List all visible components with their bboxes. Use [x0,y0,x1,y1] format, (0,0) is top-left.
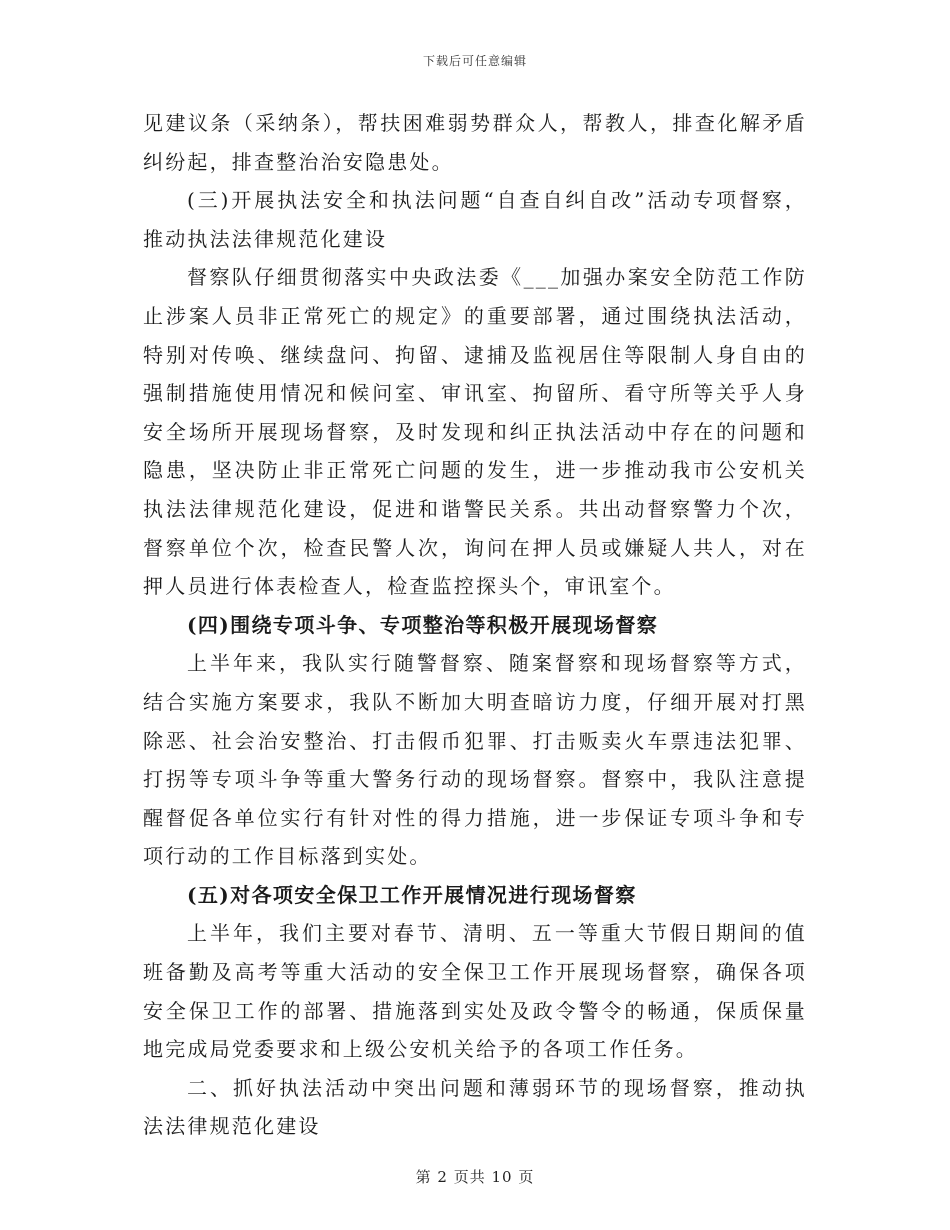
page-number: 第 2 页共 10 页 [415,1168,535,1186]
section-heading-3: (三)开展执法安全和执法问题“自查自纠自改”活动专项督察，推动执法法律规范化建设 [143,188,807,251]
document-body [143,104,807,1146]
paragraph-section-3: 督察队仔细贯彻落实中央政法委《___加强办案安全防范工作防止涉案人员非正常死亡的规定》的重要部署，通过围绕执法活动，特别对传唤、继续盘问、拘留、逮捕及监视居住等限制人身自由的强制措施使用情况和候问室、审讯室、拘留所、看守所等关乎人身安全场所开展现场督察，及时发现和纠正执法活动中存在的问题和隐患，坚决防止非正常死亡问题的发生，进一步推动我市公安机关执法法律规范化建设，促进和谐警民关系。共出动督察警力个次，督察单位个次，检查民警人次，询问在押人员或嫌疑人共人，对在押人员进行体表检查人，检查监控探头个，审讯室个。 [143,265,807,599]
page-header: 下载后可任意编辑 [422,54,527,68]
chapter-heading-2: 二、抓好执法活动中突出问题和薄弱环节的现场督察，推动执法法律规范化建设 [143,1075,807,1139]
section-heading-4: (四)围绕专项斗争、专项整治等积极开展现场督察 [187,612,659,637]
paragraph-section-5: 上半年，我们主要对春节、清明、五一等重大节假日期间的值班备勤及高考等重大活动的安全保卫工作开展现场督察，确保各项安全保卫工作的部署、措施落到实处及政令警令的畅通，保质保量地完成局党委要求和上级公安机关给予的各项工作任务。 [143,921,807,1062]
paragraph-section-4: 上半年来，我队实行随警督察、随案督察和现场督察等方式，结合实施方案要求，我队不断加大明查暗访力度，仔细开展对打黑除恶、社会治安整治、打击假币犯罪、打击贩卖火车票违法犯罪、打拐等专项斗争等重大警务行动的现场督察。督察中，我队注意提醒督促各单位实行有针对性的得力措施，进一步保证专项斗争和专项行动的工作目标落到实处。 [143,651,807,869]
section-heading-5: (五)对各项安全保卫工作开展情况进行现场督察 [187,882,637,907]
paragraph-continuation: 见建议条（采纳条），帮扶困难弱势群众人，帮教人，排查化解矛盾纠纷起，排查整治治安隐患处。 [143,111,807,174]
